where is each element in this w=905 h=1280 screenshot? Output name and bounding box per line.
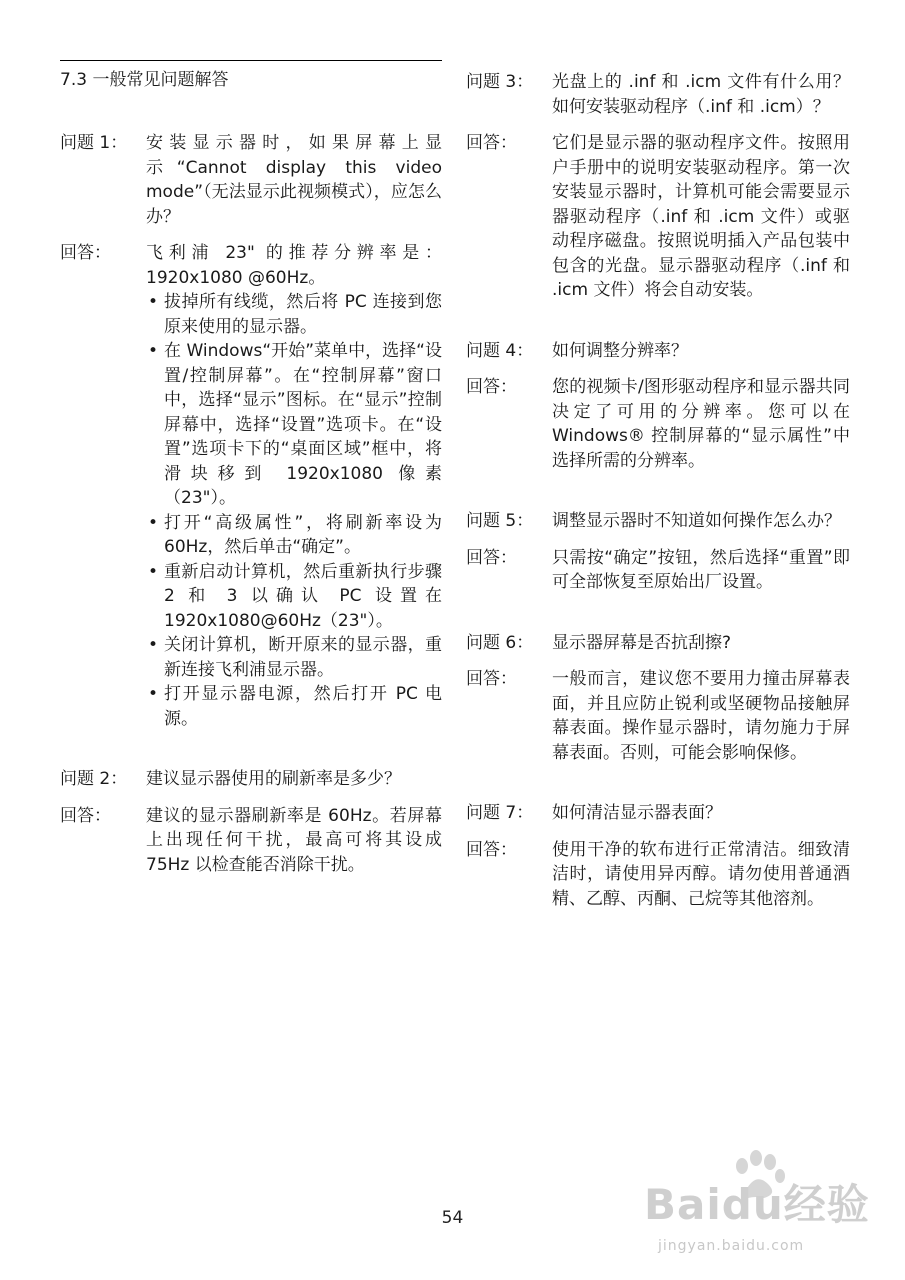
left-column	[60, 60, 442, 877]
answer-text: 飞利浦 23" 的推荐分辨率是：1920x1080 @60Hz。	[146, 243, 442, 288]
list-item: • 打开显示器电源，然后打开 PC 电源。	[146, 682, 442, 731]
question-text: 显示器屏幕是否抗刮擦?	[552, 632, 732, 653]
list-item: • 打开“高级属性”，将刷新率设为 60Hz，然后单击“确定”。	[146, 511, 442, 560]
question-5	[466, 509, 850, 534]
answer-2	[60, 804, 442, 878]
question-label: 问题 1：	[60, 133, 128, 153]
answer-text: 使用干净的软布进行正常清洁。细致清洁时，请使用异丙醇。请勿使用普通酒精、乙醇、丙酮、己烷等其他溶剂。	[552, 839, 850, 909]
question-label: 问题 5：	[466, 511, 534, 531]
section-title: 7.3 一般常见问题解答	[60, 60, 442, 91]
list-item: • 拔掉所有线缆，然后将 PC 连接到您原来使用的显示器。	[146, 290, 442, 339]
answer-label: 回答：	[466, 669, 517, 689]
question-2	[60, 767, 442, 792]
answer-3	[466, 131, 850, 303]
watermark-url: jingyan.baidu.com	[658, 1238, 805, 1254]
answer-5	[466, 546, 850, 595]
question-7	[466, 801, 850, 826]
question-label: 问题 7：	[466, 803, 534, 823]
question-text: 如何清洁显示器表面？	[552, 803, 722, 823]
baidu-watermark	[632, 1150, 872, 1270]
question-label: 问题 2：	[60, 769, 128, 789]
question-text: 如何调整分辨率？	[552, 340, 688, 361]
question-text: 安装显示器时，如果屏幕上显示“Cannot display this video mode”（无法显示此视频模式），应怎么办？	[146, 133, 442, 227]
answer-label: 回答：	[466, 377, 517, 397]
answer-label: 回答：	[466, 547, 517, 568]
question-label: 问题 3：	[466, 72, 534, 92]
watermark-logo: Baidu经验	[644, 1180, 870, 1229]
answer-text: 一般而言，建议您不要用力撞击屏幕表面，并且应防止锐利或坚硬物品接触屏幕表面。操作显示器时，请勿施力于屏幕表面。否则，可能会影响保修。	[552, 669, 850, 763]
answer-text: 它们是显示器的驱动程序文件。按照用户手册中的说明安装驱动程序。第一次安装显示器时，计算机可能会需要显示器驱动程序（.inf 和 .icm 文件）或驱动程序磁盘。按照说明插入产品包装中包含的光盘。显示器驱动程序（.inf 和 .icm 文件）将会自动安装。	[552, 133, 850, 300]
answer-label: 回答：	[60, 805, 111, 826]
answer-label: 回答：	[466, 839, 517, 860]
list-item: • 关闭计算机，断开原来的显示器，重新连接飞利浦显示器。	[146, 633, 442, 682]
answer-label: 回答：	[466, 133, 517, 153]
answer-4	[466, 375, 850, 473]
answer-text: 您的视频卡/图形驱动程序和显示器共同决定了可用的分辨率。您可以在 Windows® 控制屏幕的“显示属性”中选择所需的分辨率。	[552, 377, 850, 471]
answer-label: 回答：	[60, 243, 111, 263]
right-column	[466, 70, 850, 911]
answer-text: 只需按“确定”按钮，然后选择“重置”即可全部恢复至原始出厂设置。	[552, 547, 850, 592]
answer-7	[466, 838, 850, 912]
question-label: 问题 4：	[466, 340, 534, 361]
answer-1	[60, 241, 442, 731]
question-text: 调整显示器时不知道如何操作怎么办？	[552, 511, 841, 531]
page-number: 54	[441, 1208, 464, 1228]
answer-body	[146, 241, 442, 731]
list-item: • 重新启动计算机，然后重新执行步骤 2 和 3 以确认 PC 设置在 1920x1080@60Hz（23"）。	[146, 560, 442, 634]
list-item: • 在 Windows“开始”菜单中，选择“设置/控制屏幕”。在“控制屏幕”窗口中，选择“显示”图标。在“显示”控制屏幕中，选择“设置”选项卡。在“设置”选项卡下的“桌面区域”框中，将滑块移到 1920x1080 像素（23"）。	[146, 339, 442, 511]
question-label: 问题 6：	[466, 632, 534, 653]
steps-list	[146, 290, 442, 731]
question-text: 建议显示器使用的刷新率是多少？	[146, 769, 401, 789]
question-4	[466, 339, 850, 364]
question-1	[60, 131, 442, 229]
question-3	[466, 70, 850, 119]
question-6	[466, 631, 850, 656]
answer-text: 建议的显示器刷新率是 60Hz。若屏幕上出现任何干扰，最高可将其设成 75Hz 以检查能否消除干扰。	[146, 805, 442, 875]
question-text: 光盘上的 .inf 和 .icm 文件有什么用？如何安装驱动程序（.inf 和 .icm）？	[552, 72, 850, 117]
answer-6	[466, 667, 850, 765]
